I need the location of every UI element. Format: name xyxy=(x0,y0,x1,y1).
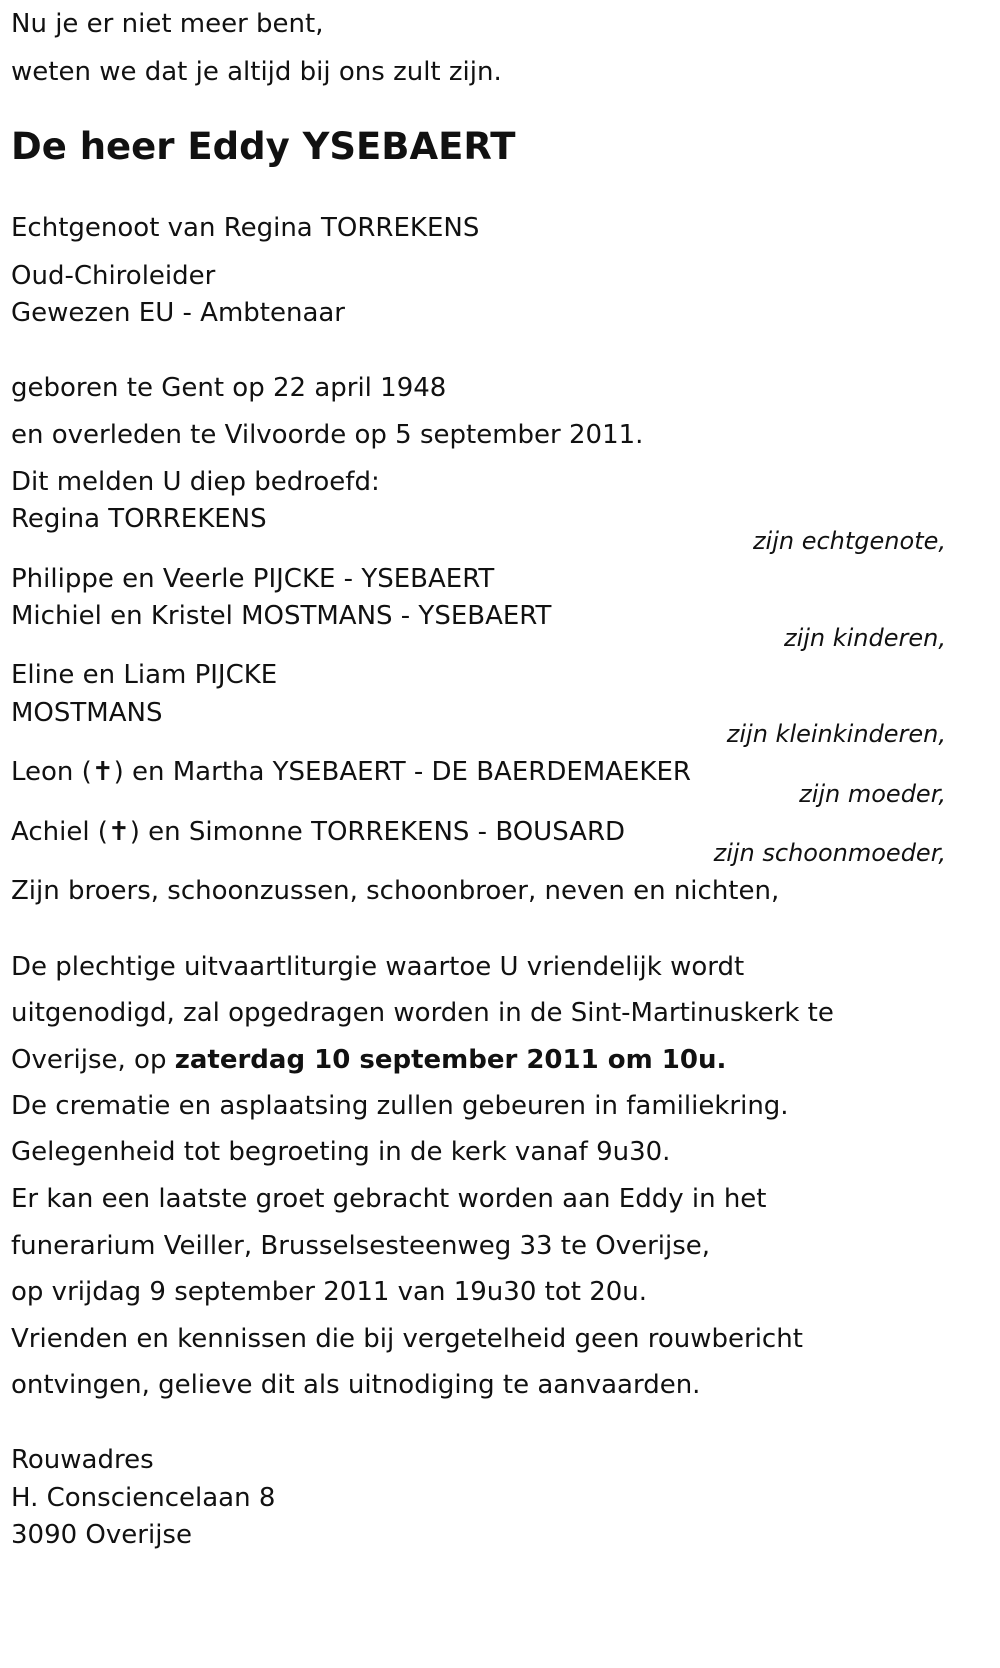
grandchildren-relation: zijn kleinkinderen, xyxy=(726,720,946,748)
ceremony-line-9: Vrienden en kennissen die bij vergetelheid geen rouwbericht xyxy=(11,1324,803,1354)
verse-line-1: Nu je er niet meer bent, xyxy=(11,9,324,39)
verse-line-2: weten we dat je altijd bij ons zult zijn. xyxy=(11,57,502,87)
ceremony-line-6: Er kan een laatste groet gebracht worden aan Eddy in het xyxy=(11,1184,767,1214)
children-relation: zijn kinderen, xyxy=(783,624,946,652)
address-street: H. Consciencelaan 8 xyxy=(11,1483,276,1513)
ceremony-line-7: funerarium Veiller, Brusselsesteenweg 33 te Overijse, xyxy=(11,1231,711,1261)
grandchild-line-1: Eline en Liam PIJCKE xyxy=(11,660,278,690)
birth-line: geboren te Gent op 22 april 1948 xyxy=(11,373,447,403)
grandchild-line-2: MOSTMANS xyxy=(11,698,163,728)
address-label: Rouwadres xyxy=(11,1445,154,1475)
role-line-2: Gewezen EU - Ambtenaar xyxy=(11,298,346,328)
ceremony-line-8: op vrijdag 9 september 2011 van 19u30 tot 20u. xyxy=(11,1277,648,1307)
ceremony-line-5: Gelegenheid tot begroeting in de kerk vanaf 9u30. xyxy=(11,1137,671,1167)
child-line-1: Philippe en Veerle PIJCKE - YSEBAERT xyxy=(11,564,495,594)
ceremony-line-10: ontvingen, gelieve dit als uitnodiging te aanvaarden. xyxy=(11,1370,701,1400)
death-line: en overleden te Vilvoorde op 5 september 2011. xyxy=(11,420,644,450)
ceremony-line-1: De plechtige uitvaartliturgie waartoe U vriendelijk wordt xyxy=(11,952,745,982)
spouse-name: Regina TORREKENS xyxy=(11,504,267,534)
mother-relation: zijn moeder, xyxy=(799,780,946,808)
extended-family-line: Zijn broers, schoonzussen, schoonbroer, neven en nichten, xyxy=(11,876,780,906)
role-line-1: Oud-Chiroleider xyxy=(11,261,216,291)
mother-in-law-line: Achiel (✝) en Simonne TORREKENS - BOUSARD xyxy=(11,817,626,847)
mother-line: Leon (✝) en Martha YSEBAERT - DE BAERDEMAEKER xyxy=(11,757,691,787)
spouse-line: Echtgenoot van Regina TORREKENS xyxy=(11,213,480,243)
child-line-2: Michiel en Kristel MOSTMANS - YSEBAERT xyxy=(11,601,552,631)
address-city: 3090 Overijse xyxy=(11,1520,192,1550)
ceremony-datetime: zaterdag 10 september 2011 om 10u. xyxy=(174,1045,727,1075)
ceremony-line-3-prefix: Overijse, op xyxy=(11,1045,175,1075)
mother-in-law-relation: zijn schoonmoeder, xyxy=(713,839,946,867)
ceremony-line-4: De crematie en asplaatsing zullen gebeuren in familiekring. xyxy=(11,1091,789,1121)
ceremony-line-2: uitgenodigd, zal opgedragen worden in de Sint-Martinuskerk te xyxy=(11,998,834,1028)
family-intro: Dit melden U diep bedroefd: xyxy=(11,467,380,497)
deceased-title: De heer Eddy YSEBAERT xyxy=(11,125,516,168)
ceremony-line-3 xyxy=(11,1047,726,1073)
spouse-relation: zijn echtgenote, xyxy=(752,527,946,555)
